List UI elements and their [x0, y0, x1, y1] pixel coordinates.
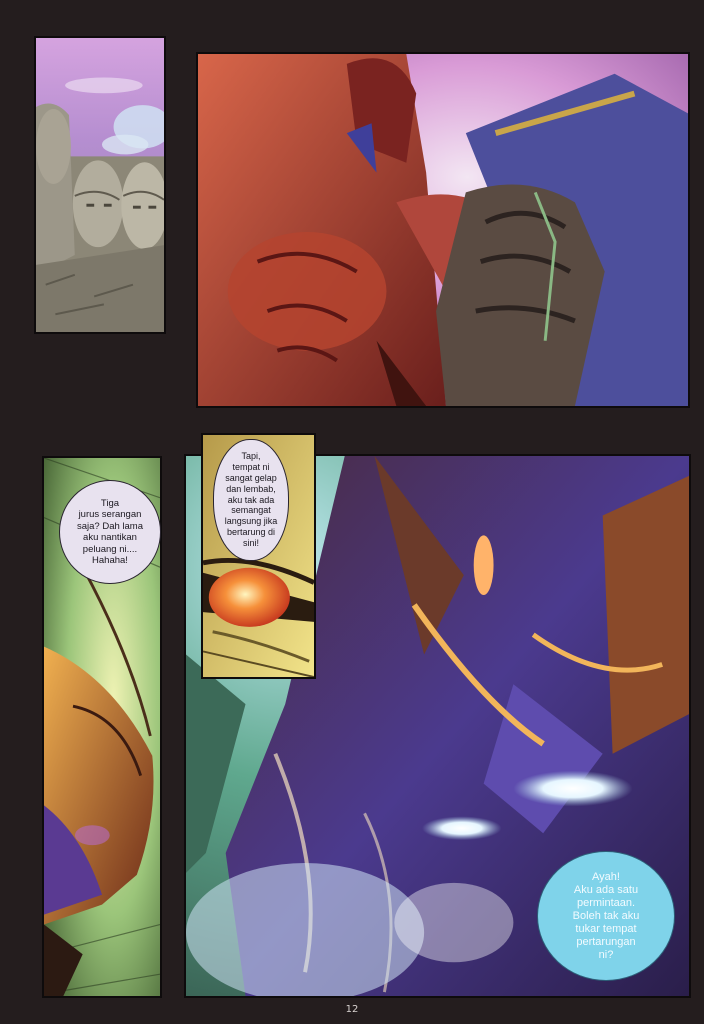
panel-warriors-face-off: [196, 52, 690, 408]
page-number: 12: [345, 1004, 359, 1015]
face-off-illustration: [198, 54, 688, 406]
speech-bubble-demon: [538, 852, 674, 980]
panel-monument-faces: [34, 36, 166, 334]
speech-bubble-insect: [60, 481, 160, 583]
speech-bubble-eye: [214, 440, 288, 560]
speech-text: Ayah! Aku ada satu permintaan. Boleh tak aku tukar tempat pertarungan ni?: [572, 870, 640, 961]
monument-illustration: [36, 38, 164, 332]
speech-text: Tiga jurus serangan saja? Dah lama aku nantikan peluang ni.... Hahaha!: [76, 497, 143, 566]
speech-text: Tapi, tempat ni sangat gelap dan lembab, aku tak ada semangat langsung jika bertarung di sini!: [224, 451, 278, 548]
